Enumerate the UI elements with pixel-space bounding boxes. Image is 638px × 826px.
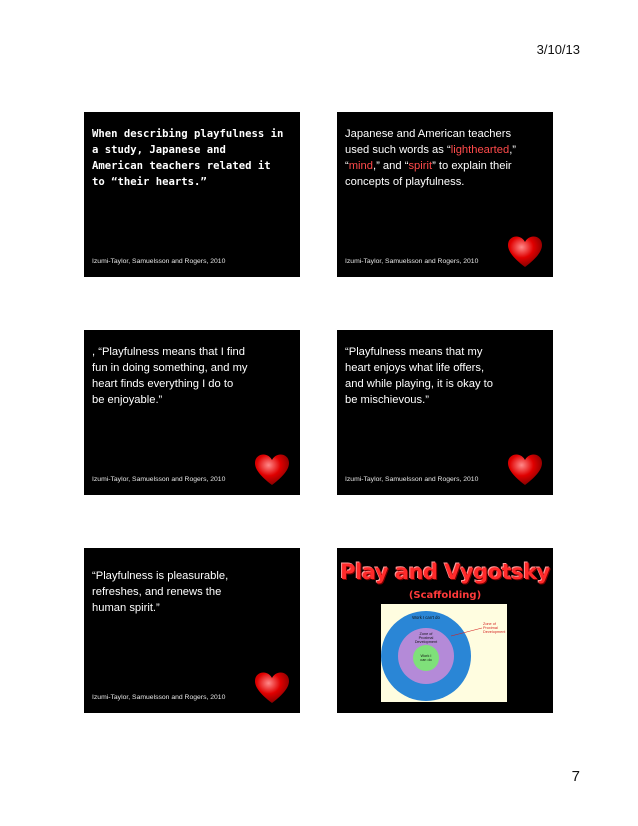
annotation-label: Zone of — [483, 622, 496, 626]
middle-label: Proximal — [418, 636, 434, 640]
text-line: heart finds everything I do to — [92, 378, 234, 390]
slide-quote — [345, 126, 545, 190]
inner-label: Work I — [420, 654, 432, 658]
citation: Izumi-Taylor, Samuelsson and Rogers, 2010 — [92, 694, 226, 701]
text-line: and while playing, it is okay to — [345, 378, 494, 390]
slide-title: Play and Vygotsky — [340, 560, 550, 584]
slide-thumbnail-4 — [337, 330, 553, 495]
citation: Izumi-Taylor, Samuelsson and Rogers, 2010 — [345, 476, 479, 483]
text-span: used such words as “ — [345, 144, 451, 156]
text-line: “Playfulness is pleasurable, — [92, 570, 229, 582]
slide-subtitle: (Scaffolding) — [408, 590, 482, 601]
text-line: be enjoyable.” — [92, 394, 163, 406]
text-line: Japanese and American teachers — [345, 128, 512, 140]
text-line: be mischievous.” — [345, 394, 429, 406]
highlight-word: mind — [348, 160, 373, 172]
text-line — [345, 142, 545, 158]
text-line: human spirit.” — [92, 602, 160, 614]
text-line: to “their hearts.” — [92, 176, 207, 188]
annotation-label: Proximal — [483, 626, 498, 630]
text-span: “ — [345, 160, 349, 172]
highlight-word: lighthearted — [450, 144, 510, 156]
text-span: ” to explain their — [432, 160, 512, 172]
text-line: , “Playfulness means that I find — [92, 346, 245, 358]
text-line: fun in doing something, and my — [92, 362, 248, 374]
text-line — [345, 158, 545, 174]
zpd-diagram — [381, 604, 507, 702]
slide-thumbnail-1 — [84, 112, 300, 277]
slide-quote — [345, 344, 545, 408]
heart-icon — [254, 453, 290, 487]
text-line: American teachers related it — [92, 160, 271, 172]
annotation-label: Development — [483, 630, 506, 634]
inner-label: can do — [420, 658, 432, 662]
slide-quote — [92, 568, 292, 616]
text-line: a study, Japanese and — [92, 144, 226, 156]
slide-quote — [92, 344, 292, 408]
text-line: concepts of playfulness. — [345, 176, 465, 188]
text-line: “Playfulness means that my — [345, 346, 483, 358]
text-span: ,” — [509, 144, 517, 156]
middle-label: Development — [414, 640, 438, 644]
slide-date: 3/10/13 — [536, 42, 580, 57]
heart-icon — [254, 671, 290, 705]
text-line: refreshes, and renews the — [92, 586, 222, 598]
outer-label: Work I can't do — [412, 615, 440, 620]
slide-thumbnail-5 — [84, 548, 300, 713]
heart-icon — [507, 235, 543, 269]
text-line: When describing playfulness in — [92, 128, 284, 140]
page-number: 7 — [571, 768, 580, 785]
highlight-word: spirit — [408, 160, 433, 172]
heart-icon — [507, 453, 543, 487]
citation: Izumi-Taylor, Samuelsson and Rogers, 2010 — [345, 258, 479, 265]
slide-thumbnail-6 — [337, 548, 553, 713]
text-span: ,” and “ — [372, 160, 409, 172]
slide-thumbnail-3 — [84, 330, 300, 495]
text-line: heart enjoys what life offers, — [345, 362, 485, 374]
slide-quote — [92, 126, 292, 190]
middle-label: Zone of — [419, 632, 433, 636]
citation: Izumi-Taylor, Samuelsson and Rogers, 2010 — [92, 258, 226, 265]
citation: Izumi-Taylor, Samuelsson and Rogers, 2010 — [92, 476, 226, 483]
slide-thumbnail-2 — [337, 112, 553, 277]
